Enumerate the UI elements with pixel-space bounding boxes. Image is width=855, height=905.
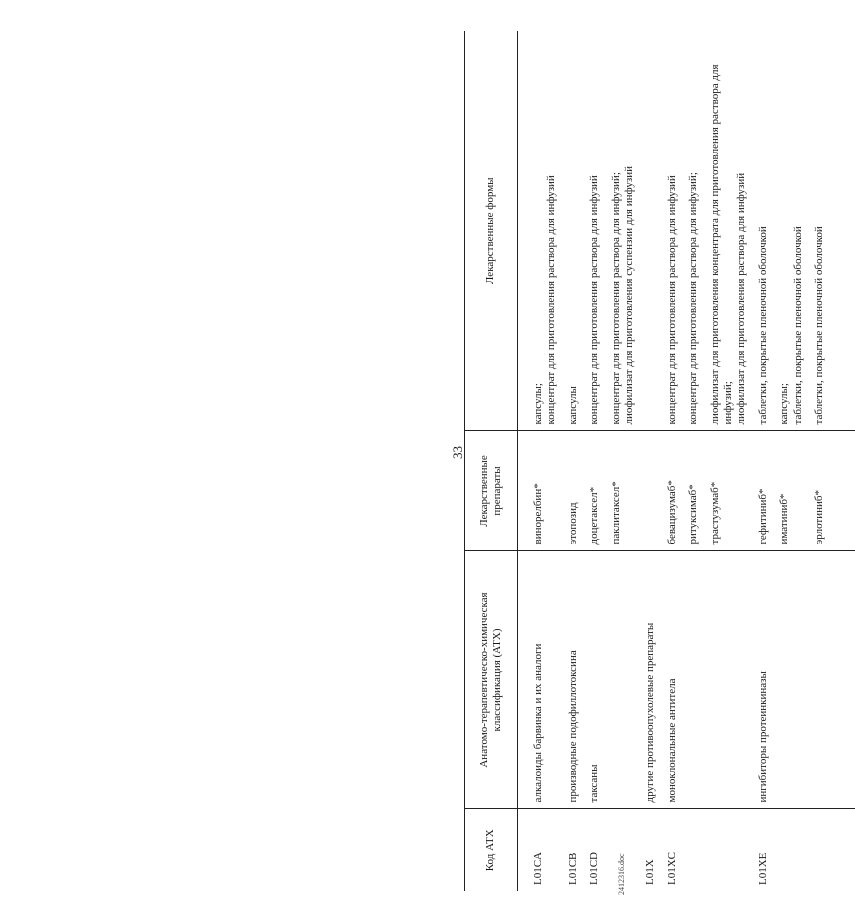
dosage-form-line: концентрат для приготовления раствора для инфузий xyxy=(665,175,678,425)
table-row xyxy=(567,31,588,891)
dosage-form-line: концентрат для приготовления раствора для инфузий xyxy=(545,175,558,425)
classification-cell: таксаны xyxy=(588,551,609,809)
file-name: 2412316.doc xyxy=(617,853,626,895)
dosage-form-line: лиофилизат для приготовления суспензии для инфузий xyxy=(623,166,636,425)
dosage-form-line: концентрат для приготовления раствора для инфузий xyxy=(588,175,601,425)
dosage-forms-cell xyxy=(644,31,665,431)
drug-name-cell: этопозид xyxy=(567,431,588,551)
dosage-form-line: таблетки, покрытые пленочной оболочкой xyxy=(756,226,769,425)
table-row xyxy=(666,31,687,891)
dosage-form-line: лиофилизат для приготовления концентрата для приготовления раствора для инфузий; xyxy=(708,64,735,425)
dosage-form-line: таблетки, покрытые пленочной оболочкой xyxy=(813,226,826,425)
header-drugs: Лекарственные препараты xyxy=(465,431,518,551)
drug-name-cell: паклитаксел* xyxy=(610,431,645,551)
dosage-forms-cell xyxy=(813,31,854,431)
header-dosage-forms: Лекарственные формы xyxy=(465,31,518,431)
table-row xyxy=(778,31,813,891)
atc-code-cell: L01CD xyxy=(588,852,601,885)
table-row xyxy=(687,31,708,891)
atc-code-cell xyxy=(778,809,813,891)
atc-code-cell: L01XE xyxy=(756,852,769,885)
classification-cell xyxy=(709,551,757,809)
dosage-forms-cell xyxy=(687,31,708,431)
table-body xyxy=(518,31,855,891)
table-row xyxy=(813,31,854,891)
header-classification: Анатомо-терапевтическо-химическая классификация (АТХ) xyxy=(465,551,518,809)
drug-name-cell xyxy=(644,431,665,551)
dosage-form-line: капсулы xyxy=(566,386,579,425)
drug-name-cell: эрлотиниб* xyxy=(813,431,854,551)
dosage-forms-cell xyxy=(518,31,567,431)
dosage-form-line: лиофилизат для приготовления раствора для инфузий xyxy=(735,172,748,425)
drug-name-cell: доцетаксел* xyxy=(588,431,609,551)
table-row xyxy=(588,31,609,891)
page-number: 33 xyxy=(450,446,465,459)
dosage-form-line: капсулы; xyxy=(778,383,791,425)
classification-cell: другие противоопухолевые препараты xyxy=(644,551,665,809)
dosage-forms-cell xyxy=(666,31,687,431)
atc-code-cell: L01XC xyxy=(665,852,678,885)
classification-cell xyxy=(610,551,645,809)
dosage-forms-cell xyxy=(588,31,609,431)
table-row xyxy=(757,31,778,891)
drug-name-cell: трастузумаб* xyxy=(709,431,757,551)
dosage-forms-cell xyxy=(567,31,588,431)
classification-cell xyxy=(687,551,708,809)
classification-cell xyxy=(778,551,813,809)
header-atc-code: Код АТХ xyxy=(465,809,518,891)
dosage-form-line: капсулы; xyxy=(532,383,544,425)
atc-code-cell: L01CB xyxy=(566,852,579,885)
drug-name-cell: гефитиниб* xyxy=(757,431,778,551)
table-header-row xyxy=(465,31,518,891)
classification-cell: ингибиторы протеинкиназы xyxy=(757,551,778,809)
atc-table xyxy=(464,31,855,891)
table-row xyxy=(610,31,645,891)
drug-name-cell: бевацизумаб* xyxy=(666,431,687,551)
atc-code-cell xyxy=(687,809,708,891)
dosage-form-line: концентрат для приготовления раствора для инфузий; xyxy=(609,172,622,425)
dosage-forms-cell xyxy=(778,31,813,431)
atc-code-cell xyxy=(709,809,757,891)
atc-code-cell: L01X xyxy=(644,859,657,885)
dosage-form-line: концентрат для приготовления раствора для инфузий; xyxy=(687,172,700,425)
classification-cell: алкалоиды барвинка и их аналоги xyxy=(518,551,567,809)
drug-name-cell: иматиниб* xyxy=(778,431,813,551)
classification-cell: производные подофиллотоксина xyxy=(567,551,588,809)
drug-name-cell: ритуксимаб* xyxy=(687,431,708,551)
table-row xyxy=(709,31,757,891)
classification-cell xyxy=(813,551,854,809)
dosage-form-line: таблетки, покрытые пленочной оболочкой xyxy=(791,226,804,425)
dosage-forms-cell xyxy=(709,31,757,431)
atc-code-cell xyxy=(813,809,854,891)
atc-code-cell xyxy=(610,809,645,891)
table-row xyxy=(644,31,665,891)
table-row xyxy=(518,31,567,891)
dosage-forms-cell xyxy=(610,31,645,431)
classification-cell: моноклональные антитела xyxy=(666,551,687,809)
atc-code-cell: L01CA xyxy=(532,852,544,885)
dosage-forms-cell xyxy=(757,31,778,431)
drug-name-cell: винорелбин* xyxy=(518,431,567,551)
